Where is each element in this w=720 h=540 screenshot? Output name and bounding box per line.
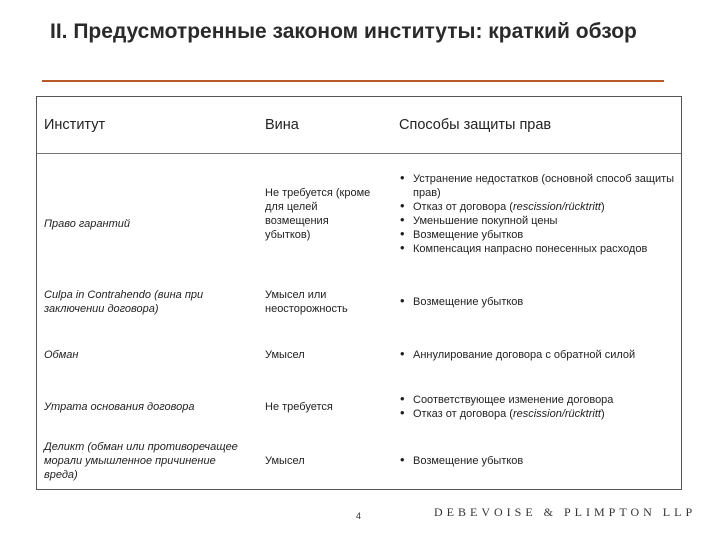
institute-cell: Обман [44, 349, 79, 361]
table-row [37, 153, 681, 275]
table-row [37, 275, 681, 329]
remedy-item: • Возмещение убытков [399, 228, 679, 242]
page-number: 4 [356, 511, 362, 521]
remedy-item: • Аннулирование договора с обратной силой [399, 348, 635, 362]
remedy-item: • Возмещение убытков [399, 454, 523, 468]
remedy-item: • Устранение недостатков (основной способ защиты прав) [399, 172, 679, 200]
fault-cell: Умысел [265, 349, 305, 361]
slide-title: II. Предусмотренные законом институты: краткий обзор [50, 20, 637, 43]
fault-cell: Не требуется [265, 401, 333, 413]
table-row [37, 329, 681, 381]
remedy-item: Отказ от договора (rescission/rücktritt) [413, 201, 605, 213]
institute-cell: Право гарантий [44, 218, 130, 230]
remedy-item: • Отказ от договора (rescission/rücktritt) [399, 407, 613, 421]
remedy-item: • Соответствующее изменение договора [399, 393, 613, 407]
remedies-list [399, 393, 613, 421]
remedies-list [399, 348, 635, 362]
fault-cell: Умысел или неосторожность [265, 289, 348, 315]
remedy-item: • Возмещение убытков [399, 295, 523, 309]
institute-cell: Culpa in Contrahendo (вина при заключении договора) [44, 289, 204, 315]
title-divider [42, 80, 664, 82]
fault-cell: Не требуется (кроме для целей возмещения убытков) [265, 187, 371, 241]
institutes-table [36, 96, 682, 490]
table-row [37, 433, 681, 489]
table-row [37, 381, 681, 433]
remedies-list [399, 172, 679, 256]
institute-cell: Деликт (обман или противоречащее морали умышленное причинение вреда) [44, 441, 238, 481]
institute-cell: Утрата основания договора [44, 401, 195, 413]
header-institute: Институт [44, 117, 106, 133]
fault-cell: Умысел [265, 455, 305, 467]
remedies-list [399, 454, 523, 468]
firm-logo: DEBEVOISE & PLIMPTON LLP [434, 505, 697, 519]
remedy-item: • Уменьшение покупной цены [399, 214, 679, 228]
header-remedies: Способы защиты прав [399, 117, 552, 133]
table-header-row [37, 97, 681, 154]
remedies-list [399, 295, 523, 309]
header-fault: Вина [265, 117, 299, 133]
remedy-item: • Компенсация напрасно понесенных расходов [399, 242, 679, 256]
remedy-item [399, 200, 679, 214]
